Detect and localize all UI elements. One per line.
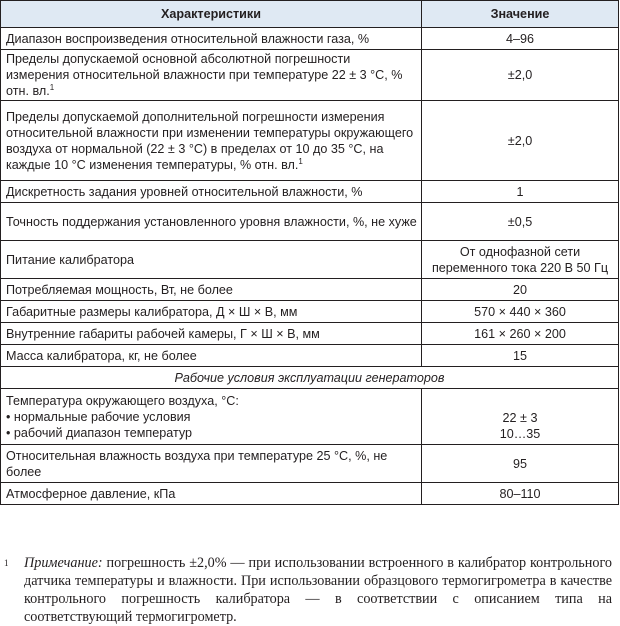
- table-row: [1, 181, 619, 203]
- row-label: Относительная влажность воздуха при температуре 25 °С, %, не более: [1, 445, 422, 483]
- table-row: [1, 101, 619, 181]
- row-value: [422, 389, 619, 445]
- row-value: От однофазной сети переменного тока 220 В 50 Гц: [422, 241, 619, 279]
- row-label: Диапазон воспроизведения относительной влажности газа, %: [1, 28, 422, 50]
- row-label: Масса калибратора, кг, не более: [1, 345, 422, 367]
- section-title: Рабочие условия эксплуатации генераторов: [1, 367, 619, 389]
- row-label: Потребляемая мощность, Вт, не более: [1, 279, 422, 301]
- row-label: Габаритные размеры калибратора, Д × Ш × В, мм: [1, 301, 422, 323]
- row-label: [1, 389, 422, 445]
- list-item-value: 10…35: [499, 427, 541, 441]
- row-value: 15: [422, 345, 619, 367]
- row-value: 20: [422, 279, 619, 301]
- header-value: Значение: [422, 1, 619, 28]
- row-label: Дискретность задания уровней относительной влажности, %: [1, 181, 422, 203]
- section-row: [1, 367, 619, 389]
- list-item: • рабочий диапазон температур: [6, 425, 193, 440]
- table-row: [1, 241, 619, 279]
- row-value: ±0,5: [422, 203, 619, 241]
- table-row: [1, 50, 619, 101]
- footnote-text: погрешность ±2,0% — при использовании встроенного в калибратор контрольного датчика температуры и влажности. При использовании образцового термогигрометра в качестве контрольного погрешность калибратора — в соответствии с описанием типа на соответствующий термогигрометр.: [24, 555, 612, 625]
- row-value: 80–110: [422, 483, 619, 505]
- footnote-ref: 1: [298, 156, 303, 166]
- row-value: ±2,0: [422, 50, 619, 101]
- list-item: • нормальные рабочие условия: [6, 409, 191, 424]
- table-row: [1, 323, 619, 345]
- table-row: [1, 28, 619, 50]
- row-value: 4–96: [422, 28, 619, 50]
- table-row: [1, 345, 619, 367]
- footnote-body: [24, 554, 612, 626]
- temperature-label: Температура окружающего воздуха, °С:: [6, 393, 239, 408]
- row-value: 570 × 440 × 360: [422, 301, 619, 323]
- footnote-mark: 1: [4, 558, 9, 568]
- table-row: [1, 389, 619, 445]
- row-value: 95: [422, 445, 619, 483]
- footnote-label: Примечание:: [24, 555, 103, 571]
- table-row: [1, 445, 619, 483]
- row-label: Точность поддержания установленного уровня влажности, %, не хуже: [1, 203, 422, 241]
- header-characteristics: Характеристики: [1, 1, 422, 28]
- list-item-value: 22 ± 3: [502, 411, 538, 425]
- table-row: [1, 279, 619, 301]
- row-label: Пределы допускаемой основной абсолютной погрешности измерения относительной влажности при температуре 22 ± 3 °С, % отн. вл.$^1$: [1, 50, 422, 101]
- footnote-ref: 1: [49, 83, 55, 92]
- row-value: 1: [422, 181, 619, 203]
- table-row: [1, 301, 619, 323]
- row-label: Атмосферное давление, кПа: [1, 483, 422, 505]
- table-row: [1, 203, 619, 241]
- row-value: 161 × 260 × 200: [422, 323, 619, 345]
- row-value: ±2,0: [422, 101, 619, 181]
- row-label: Внутренние габариты рабочей камеры, Г × Ш × В, мм: [1, 323, 422, 345]
- footnote: [0, 554, 612, 626]
- table-row: [1, 483, 619, 505]
- row-label: Питание калибратора: [1, 241, 422, 279]
- row-label: Пределы допускаемой дополнительной погрешности измерения относительной влажности при изменении температуры окружающего воздуха от нормальной (22 ± 3 °С) в пределах от 10 до 35 °С, на каждые 10 °С изменения температуры, % отн. вл.$^1$: [1, 101, 422, 181]
- table-header-row: [1, 1, 619, 28]
